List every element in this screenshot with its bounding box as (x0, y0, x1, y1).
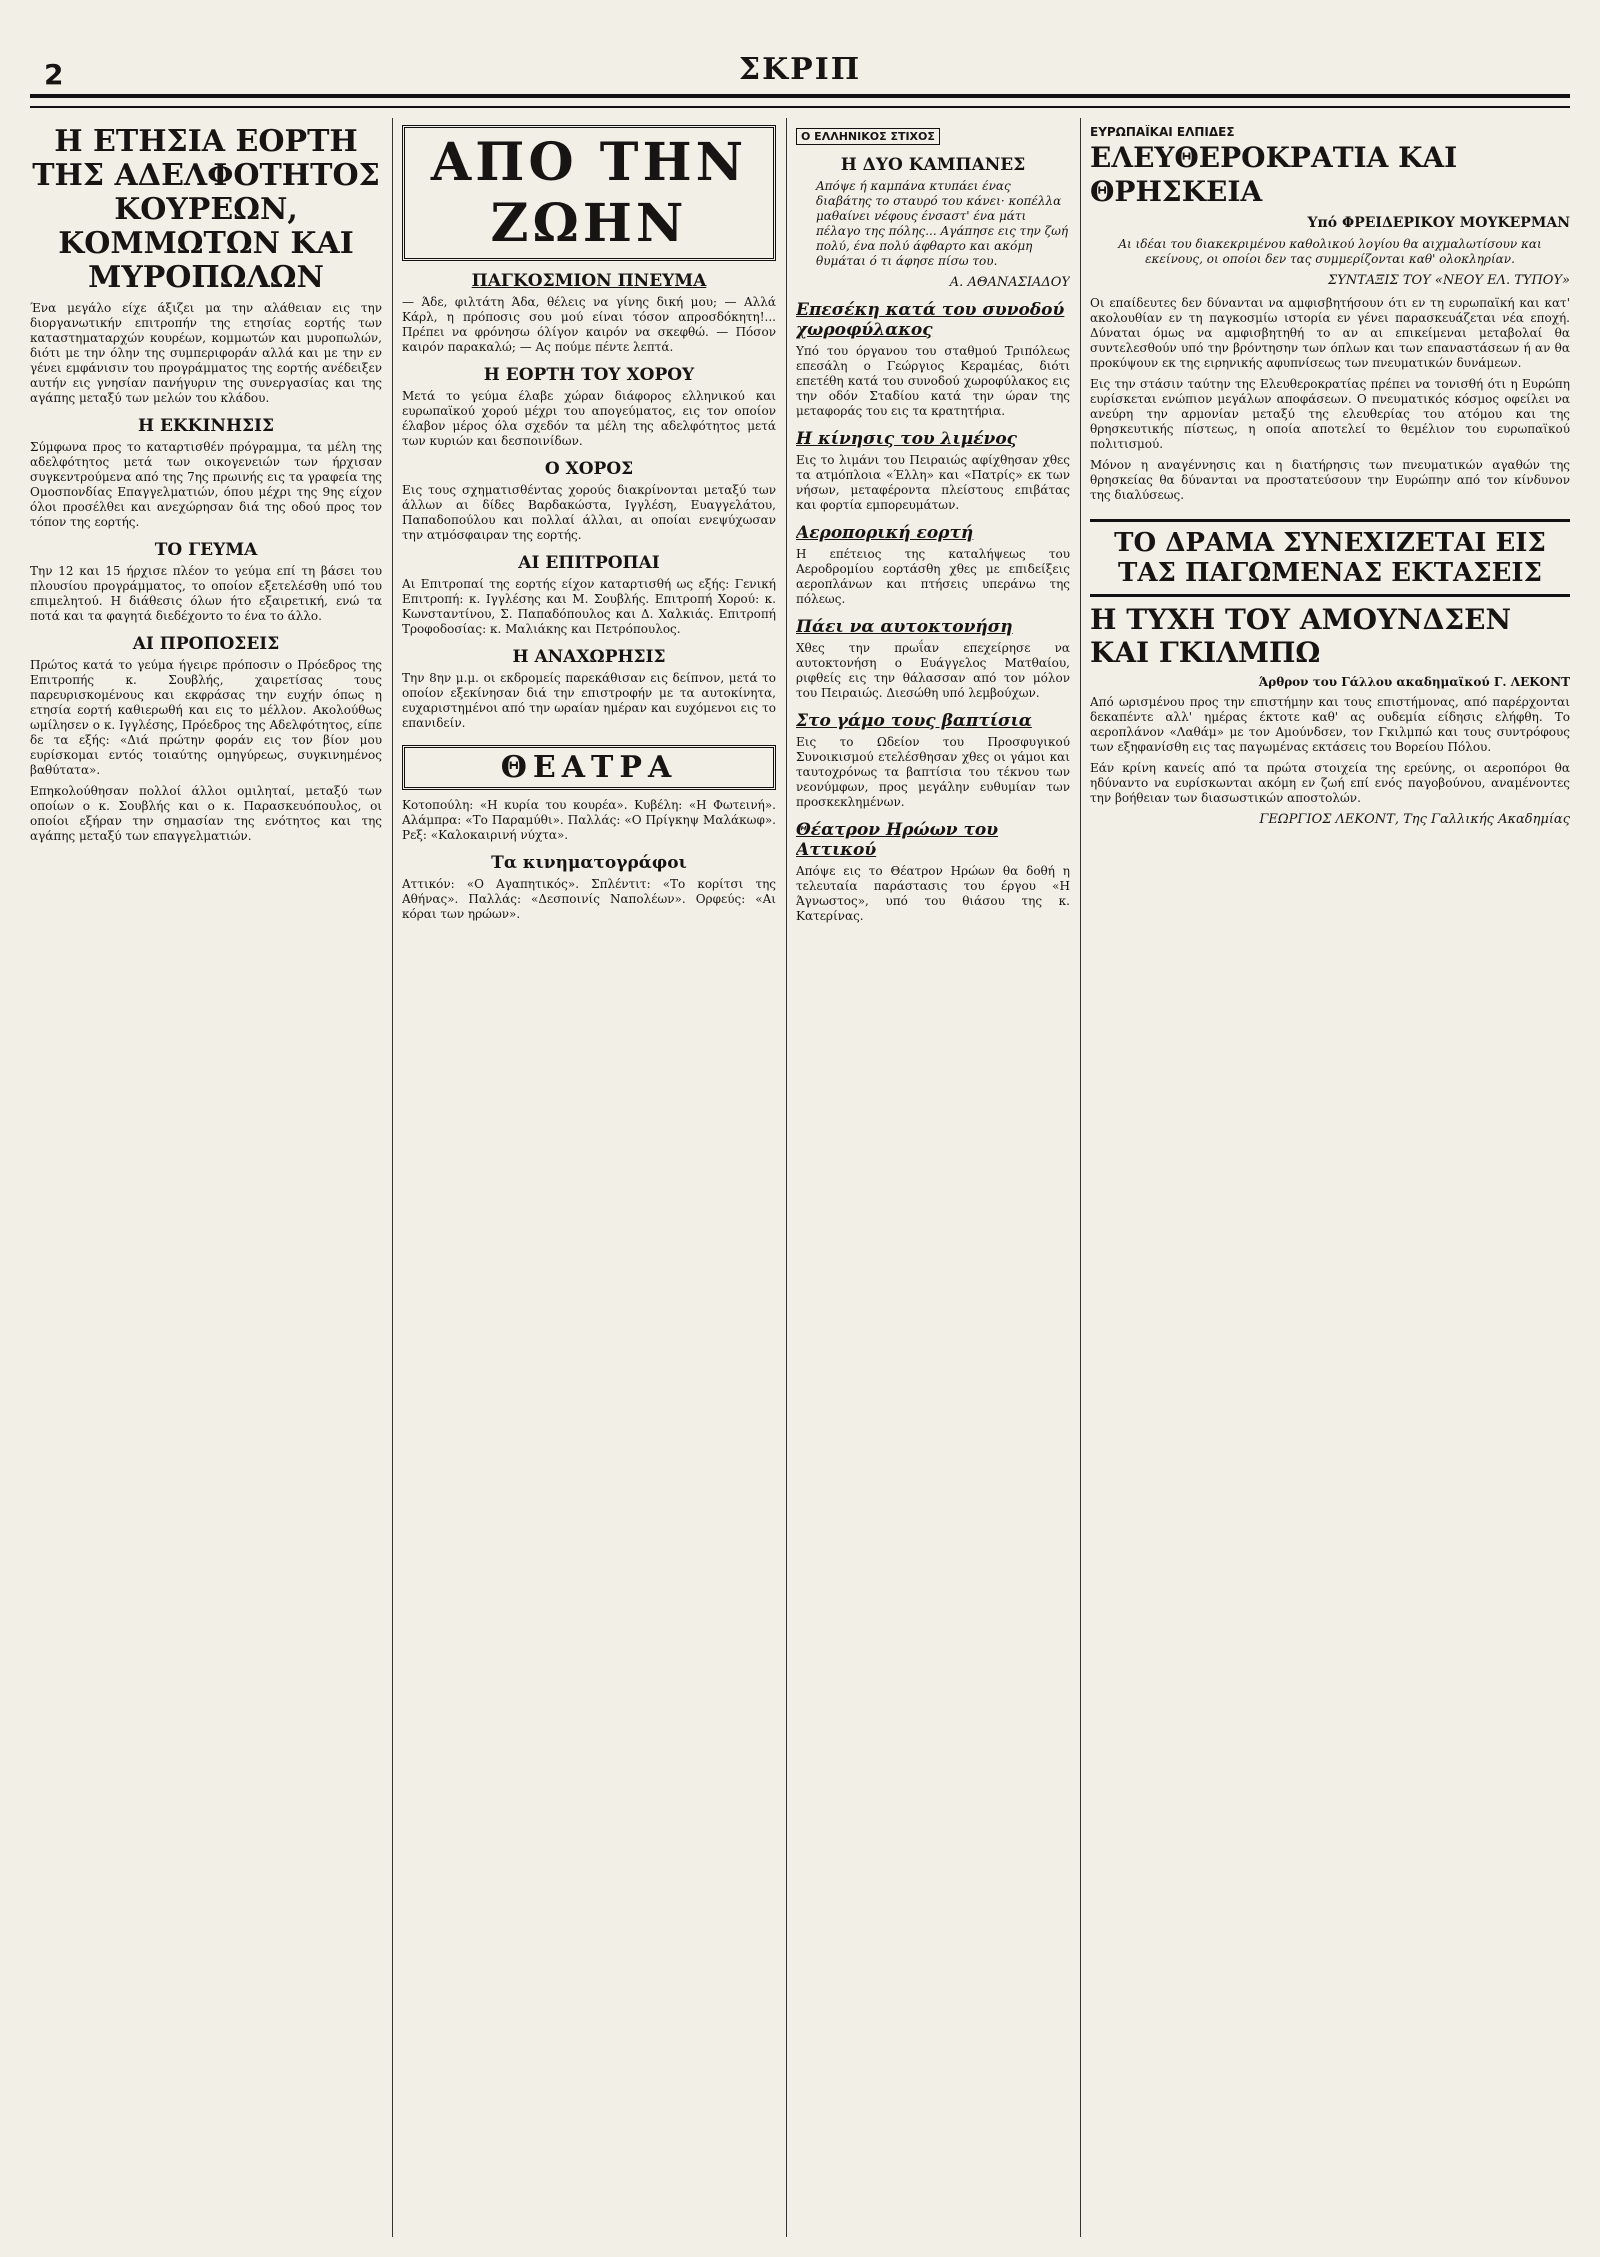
section-text: Εις το Ωδείον του Προσφυγικού Συνοικισμού ετελέσθησαν χθες οι γάμοι και ταυτοχρόνως τα βαπτίσια του τέκνου των νεονύμφων, προς μεγάλην ευθυμίαν των προσκεκλημένων. (796, 735, 1070, 809)
article-signature: ΓΕΩΡΓΙΟΣ ΛΕΚΟΝΤ, Της Γαλλικής Ακαδημίας (1259, 812, 1570, 827)
article-body: Οι επαίδευτες δεν δύνανται να αμφισβητήσουν ότι εν τη ευρωπαϊκή και κατ' ακολουθίαν εν τη παγκοσμίω ιστορία εν γένει παρασκευάζεται νέα εποχή. Δύναται όμως να αμφισβητηθή το αν αι επικείμεναι μεταβολαί θα συντελεσθούν υπό την βρόντησην των όπλων και των επαναστάσεων ή αν θα προκύψουν εκ της ειρηνικής αφυπνίσεως των πνευματικών δυνάμεων. (1090, 296, 1570, 370)
section-title: Πάει να αυτοκτονήση (796, 617, 1013, 637)
poem-text: Απόψε ή καμπάνα κτυπάει ένας διαβάτης το σταυρό του κάνει· κοπέλλα μαθαίνει νέφους ένσαστ' ένα μάτι πέλαγο της πόλης... Αγάπησε εις την ζωή πολύ, ένα πολύ άφθαρτο και ακόμη θυμάται ό τι άφησε πίσω του. (816, 179, 1069, 268)
section-text: Εις το λιμάνι του Πειραιώς αφίχθησαν χθες τα ατμόπλοια «Έλλη» και «Πατρίς» εκ των νήσων, μεταφέροντα πλείστους επιβάτας και φορτία εμπορευμάτων. (796, 453, 1070, 512)
article-byline: Υπό ΦΡΕΙΔΕΡΙΚΟΥ ΜΟΥΚΕΡΜΑΝ (1307, 215, 1570, 231)
column-2 (402, 125, 776, 2237)
section-title: Αεροπορική εορτή (796, 523, 974, 543)
column-divider (392, 118, 393, 2237)
section-title: ΑΙ ΕΠΙΤΡΟΠΑΙ (518, 553, 660, 573)
section-title: Στο γάμο τους βαπτίσια (796, 711, 1032, 731)
section-text: Απόψε εις το Θέατρον Ηρώων θα δοθή η τελευταία παράστασις του έργου «Η Άγνωστος», υπό του θιάσου της κ. Κατερίνας. (796, 864, 1070, 923)
column-3 (796, 125, 1070, 2237)
section-text: Επηκολούθησαν πολλοί άλλοι ομιληταί, μεταξύ των οποίων ο κ. Σουβλής και ο κ. Παρασκευόπουλος, οι οποίοι εξήραν την σημασίαν της ενότητος και της αγάπης μεταξύ των επαγγελματιών. (30, 784, 382, 843)
theatre-listings: Κοτοπούλη: «Η κυρία του κουρέα». Κυβέλη: «Η Φωτεινή». Αλάμπρα: «Το Παραμύθι». Παλλάς: «Ο Πρίγκηψ Μαλάκωφ». Ρεξ: «Καλοκαιρινή νύχτα». (402, 798, 776, 842)
article-body: Μόνον η αναγέννησις και η διατήρησις των πνευματικών αγαθών της θρησκείας θα δύνανται να προστατεύσουν την Ευρώπην από τον κίνδυνον της διαλύσεως. (1090, 458, 1570, 502)
article-intro: Ένα μεγάλο είχε άξιζει μα την αλάθειαν εις την διοργανωτικήν επιτροπήν της ετησίας εορτής των καταστηματαρχών κουρέων, κομμωτών και μυροπωλών, διότι με την όλην της συμπεριφοράν αλλά και με την εν γένει εμφάνισιν του προγράμματος της εορτής ανέδειξεν αυτήν εις γνησίαν πανήγυριν της συνεργασίας και της αγάπης μεταξύ των μελών του κλάδου. (30, 301, 382, 405)
article-headline: Η ΕΤΗΣΙΑ ΕΟΡΤΗ ΤΗΣ ΑΔΕΛΦΟΤΗΤΟΣ ΚΟΥΡΕΩΝ, ΚΟΜΜΩΤΩΝ ΚΑΙ ΜΥΡΟΠΩΛΩΝ (32, 125, 380, 295)
article-body: Από ωρισμένου προς την επιστήμην και τους επιστήμονας, από παρέρχονται δεκαπέντε αλλ' ημέρας έκτοτε καθ' ας ουδεμία είδησις ελήφθη. Το αεροπλάνον «Λαθάμ» με τον Αμούνδσεν, τον Γκιλμπώ και τους συντρόφους των εξηφανίσθη εις τας παγωμένας εκτάσεις του Βορείου Πόλου. (1090, 695, 1570, 754)
theatre-box-title: ΘΕΑΤΡΑ (402, 745, 776, 790)
section-title: Ο ΧΟΡΟΣ (544, 459, 634, 479)
section-title: Η κίνησις του λιμένος (796, 429, 1018, 449)
section-title: ΤΟ ΓΕΥΜΑ (154, 540, 258, 560)
article-headline: ΕΛΕΥΘΕΡΟΚΡΑΤΙΑ ΚΑΙ ΘΡΗΣΚΕΙΑ (1090, 141, 1458, 208)
section-text: Χθες την πρωΐαν επεχείρησε να αυτοκτονήση ο Ευάγγελος Ματθαίου, ριφθείς εις την θάλασσαν από τον μόλον του Πειραιώς. Διεσώθη υπό λεμβούχων. (796, 641, 1070, 700)
section-text: Αι Επιτροπαί της εορτής είχον καταρτισθή ως εξής: Γενική Επιτροπή: κ. Ιγγλέσης και Μ. Σουβλής. Επιτροπή Χορού: κ. Κωνσταντίνου, Σ. Παπαδόπουλος και Δ. Χαλκιάς. Επιτροπή Τροφοδοσίας: κ. Μαλιάκης και Πετρόπουλος. (402, 577, 776, 636)
section-text: Σύμφωνα προς το καταρτισθέν πρόγραμμα, τα μέλη της αδελφότητος μετά των οικογενειών των ήρχισαν συγκεντρούμενα από της 7ης πρωινής εις τα γραφεία της Ομοσπονδίας Επαγγελματιών, όπου μέχρι της 9ης είχον όλοι προσέλθει και ανεχώρησαν διά της οδού προς τον τόπον της εορτής. (30, 440, 382, 529)
column-divider (786, 118, 787, 2237)
masthead-rule (30, 94, 1570, 108)
section-title: Τα κινηματογράφοι (491, 853, 687, 873)
article-body: Εάν κρίνη κανείς από τα πρώτα στοιχεία της ερεύνης, οι αεροπόροι θα ηδύναντο να ευρίσκωνται ακόμη εν ζωή επί ενός παγοβούνου, αναμένοντες την βοήθειαν των διασωστικών αποστολών. (1090, 761, 1570, 805)
section-tag: Ο ΕΛΛΗΝΙΚΟΣ ΣΤΙΧΟΣ (796, 128, 940, 145)
section-text: Την 8ην μ.μ. οι εκδρομείς παρεκάθισαν εις δείπνον, μετά το οποίον εξεκίνησαν διά την επιστροφήν με τα αυτοκίνητα, ευχαριστημένοι από την ωραίαν ημέραν και ευχόμενοι εις το επανιδείν. (402, 671, 776, 730)
section-text: Πρώτος κατά το γεύμα ήγειρε πρόποσιν ο Πρόεδρος της Επιτροπής κ. Σουβλής, χαιρετίσας τους παρευρισκομένους και εκφράσας την ευχήν όπως η ετησία εορτή καθιερωθή και εις το μέλλον. Ακολούθως ωμίλησεν ο κ. Ιγγλέσης, Πρόεδρος της Αδελφότητος, είπε δε τα εξής: «Διά πρώτην φοράν εις τον βίον μου ευρίσκομαι εντός τοιαύτης ομηγύρεως, συγκινημένος βαθύτατα». (30, 658, 382, 777)
article-body: Εις την στάσιν ταύτην της Ελευθεροκρατίας πρέπει να τονισθή ότι η Ευρώπη ευρίσκεται ενώπιον μεγάλων αποφάσεων. Ο πνευματικός κόσμος οφείλει να ανεύρη την αρμονίαν μεταξύ της ελευθερίας του ατόμου και της θρησκευτικής πίστεως, η οποία αποτελεί το θεμέλιον του ευρωπαϊκού πολιτισμού. (1090, 377, 1570, 451)
section-title: Επεσέκη κατά του συνοδού χωροφύλακος (796, 300, 1065, 340)
lead-signature: ΣΥΝΤΑΞΙΣ ΤΟΥ «ΝΕΟΥ ΕΛ. ΤΥΠΟΥ» (1328, 273, 1570, 288)
column-1 (30, 125, 382, 2237)
cinema-listings: Αττικόν: «Ο Αγαπητικός». Σπλέντιτ: «Το κορίτσι της Αθήνας». Παλλάς: «Δεσποινίς Ναπολέων». Ορφεύς: «Αι κόραι των ηρώων». (402, 877, 776, 921)
section-text: — Άδε, φιλτάτη Άδα, θέλεις να γίνης δική μου; — Αλλά Κάρλ, η πρόποσις σου μού είναι τόσον απροσδόκητη!... Πρέπει να φρόνησω όλίγον καιρόν να σκεφθώ. — Πόσον καιρόν παρακαλώ; — Ας πούμε πέντε λεπτά. (402, 295, 776, 354)
section-title: Η ΕΟΡΤΗ ΤΟΥ ΧΟΡΟΥ (483, 365, 695, 385)
poem-signature: Α. ΑΘΑΝΑΣΙΑΔΟΥ (949, 275, 1070, 290)
section-title: Η ΕΚΚΙΝΗΣΙΣ (137, 416, 275, 436)
column-divider (1080, 118, 1081, 2237)
masthead (30, 52, 1570, 110)
section-text: Υπό του όργανου του σταθμού Τριπόλεως επεσάλη ο Γεώργιος Κεραμέας, διότι επετέθη κατά του συνοδού χωροφύλακος εις την οδόν Σταδίου κατά την ώραν της μεταφοράς του εις τα κρατητήρια. (796, 344, 1070, 418)
section-text: Την 12 και 15 ήρχισε πλέον το γεύμα επί τη βάσει του πλουσίου προγράμματος, το οποίον εξετελέσθη υπό του επιμελητού. Η διάθεσις όλων ήτο εξαιρετική, ενώ τα ποτά και τα φαγητά διεδέχοντο το ένα το άλλο. (30, 564, 382, 623)
section-masthead: ΑΠΟ ΤΗΝ ΖΩΗΝ (402, 125, 776, 261)
section-title: ΑΙ ΠΡΟΠΟΣΕΙΣ (132, 634, 280, 654)
article-subbanner: Η ΤΥΧΗ ΤΟΥ ΑΜΟΥΝΔΣΕΝ ΚΑΙ ΓΚΙΛΜΠΩ (1090, 603, 1512, 669)
newspaper-title: ΣΚΡΙΠ (738, 52, 862, 87)
section-title: Η ΑΝΑΧΩΡΗΣΙΣ (512, 647, 666, 667)
article-byline: Άρθρον του Γάλλου ακαδημαϊκού Γ. ΛΕΚΟΝΤ (1258, 675, 1570, 689)
kicker: ΕΥΡΩΠΑΪΚΑΙ ΕΛΠΙΔΕΣ (1090, 125, 1235, 139)
section-text: Η επέτειος της καταλήψεως του Αεροδρομίου εορτάσθη χθες με επιδείξεις αεροπλάνων και πτήσεις υπεράνω της πόλεως. (796, 547, 1070, 606)
page-number: 2 (44, 58, 64, 91)
section-title: ΠΑΓΚΟΣΜΙΟΝ ΠΝΕΥΜΑ (471, 271, 707, 291)
section-text: Εις τους σχηματισθέντας χορούς διακρίνονται μεταξύ των άλλων αι δίδες Βαρδακώστα, Ιγγλέση, Ευαγγελάτου, Παπαδοπούλου και πολλαί άλλαι, αι οποίαι ενεψύχωσαν την ατμόσφαιραν της εορτής. (402, 483, 776, 542)
poem-title: Η ΔΥΟ ΚΑΜΠΑΝΕΣ (840, 155, 1026, 175)
column-4 (1090, 125, 1570, 2237)
article-lead: Αι ιδέαι του διακεκριμένου καθολικού λογίου θα αιχμαλωτίσουν και εκείνους, οι οποίοι δεν τας συμμερίζονται καθ' ολοκληρίαν. (1118, 237, 1542, 266)
section-text: Μετά το γεύμα έλαβε χώραν διάφορος ελληνικού και ευρωπαϊκού χορού μέχρι του απογεύματος, εις τον οποίον έλαβον μέρος όλα σχεδόν τα μέλη της αδελφότητος μετά των κυριών και δεσποινίδων. (402, 389, 776, 448)
section-title: Θέατρον Ηρώων του Αττικού (796, 820, 999, 860)
article-banner: ΤΟ ΔΡΑΜΑ ΣΥΝΕΧΙΖΕΤΑΙ ΕΙΣ ΤΑΣ ΠΑΓΩΜΕΝΑΣ ΕΚΤΑΣΕΙΣ (1090, 519, 1570, 597)
